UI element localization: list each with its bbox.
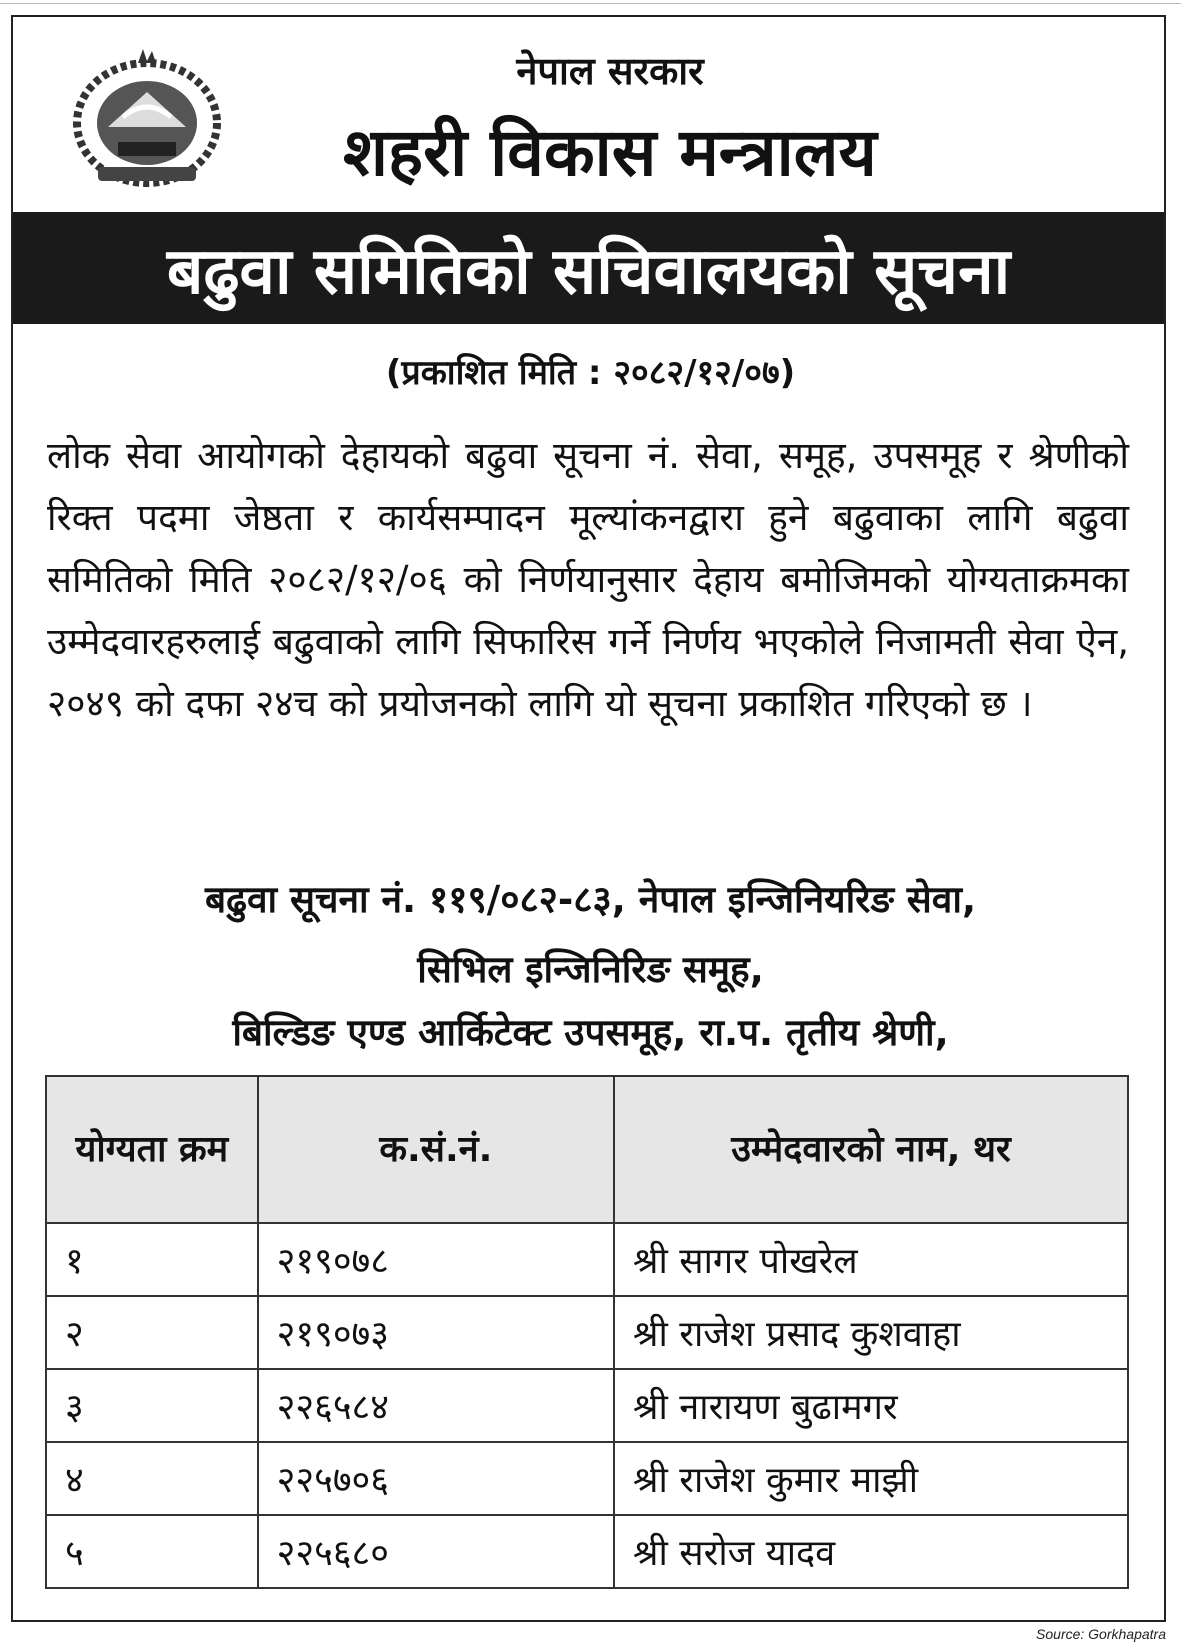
notice-detail-line: सिभिल इन्जिनिरिङ समूह, bbox=[417, 948, 764, 991]
header-symbol-number: क.सं.नं. bbox=[258, 1076, 614, 1223]
notice-title-banner bbox=[13, 212, 1164, 324]
published-date: (प्रकाशित मिति : २०८२/१२/०७) bbox=[385, 353, 796, 393]
source-credit: Source: Gorkhapatra bbox=[1036, 1626, 1166, 1642]
table-header-row bbox=[46, 1076, 1128, 1223]
notice-detail-line: बढुवा सूचना नं. ११९/०८२-८३, नेपाल इन्जिनियरिङ सेवा, bbox=[205, 878, 976, 921]
symbol-number-cell: २२६५८४ bbox=[258, 1369, 614, 1442]
header-merit-order: योग्यता क्रम bbox=[46, 1076, 258, 1223]
candidate-name-cell: श्री नारायण बुढामगर bbox=[614, 1369, 1128, 1442]
merit-order-cell: ५ bbox=[46, 1515, 258, 1588]
symbol-number-cell: २१९०७८ bbox=[258, 1223, 614, 1296]
candidate-name-cell: श्री राजेश कुमार माझी bbox=[614, 1442, 1128, 1515]
merit-order-cell: १ bbox=[46, 1223, 258, 1296]
government-name: नेपाल सरकार bbox=[516, 49, 704, 93]
candidate-name-cell: श्री सरोज यादव bbox=[614, 1515, 1128, 1588]
header-candidate-name: उम्मेदवारको नाम, थर bbox=[614, 1076, 1128, 1223]
merit-order-cell: ४ bbox=[46, 1442, 258, 1515]
merit-order-cell: २ bbox=[46, 1296, 258, 1369]
body-paragraph: लोक सेवा आयोगको देहायको बढुवा सूचना नं. सेवा, समूह, उपसमूह र श्रेणीको रिक्त पदमा जेष्ठता र कार्यसम्पादन मूल्यांकनद्वारा हुने बढुवाका लागि बढुवा समितिको मिति २०८२/१२/०६ को निर्णयानुसार देहाय बमोजिमको योग्यताक्रमका उम्मेदवारहरुलाई बढुवाको लागि सिफारिस गर्ने निर्णय भएकोले निजामती सेवा ऐन, २०४९ को दफा २४च को प्रयोजनको लागि यो सूचना प्रकाशित गरिएको छ । bbox=[47, 434, 1129, 725]
candidate-name-cell: श्री राजेश प्रसाद कुशवाहा bbox=[614, 1296, 1128, 1369]
candidate-table bbox=[45, 1075, 1129, 1589]
notice-title: बढुवा समितिको सचिवालयको सूचना bbox=[166, 234, 1011, 309]
top-divider bbox=[0, 3, 1181, 4]
notice-detail-line: बिल्डिङ एण्ड आर्किटेक्ट उपसमूह, रा.प. तृतीय श्रेणी, bbox=[232, 1011, 949, 1054]
merit-order-cell: ३ bbox=[46, 1369, 258, 1442]
table-row bbox=[46, 1515, 1128, 1588]
symbol-number-cell: २१९०७३ bbox=[258, 1296, 614, 1369]
symbol-number-cell: २२५७०६ bbox=[258, 1442, 614, 1515]
table-row bbox=[46, 1442, 1128, 1515]
ministry-name: शहरी विकास मन्त्रालय bbox=[343, 114, 877, 191]
table-row bbox=[46, 1223, 1128, 1296]
symbol-number-cell: २२५६८० bbox=[258, 1515, 614, 1588]
candidate-name-cell: श्री सागर पोखरेल bbox=[614, 1223, 1128, 1296]
table-row bbox=[46, 1369, 1128, 1442]
nepal-emblem-icon bbox=[68, 47, 226, 189]
table-row bbox=[46, 1296, 1128, 1369]
